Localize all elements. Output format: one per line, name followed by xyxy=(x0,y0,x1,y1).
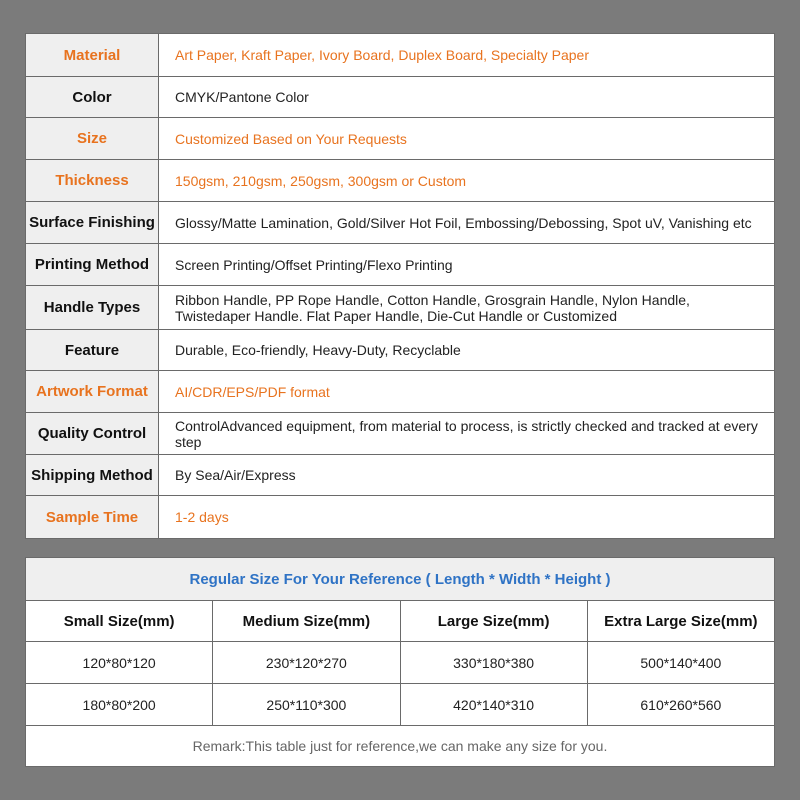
reference-remark: Remark:This table just for reference,we can make any size for you. xyxy=(26,726,775,767)
spec-key: Size xyxy=(26,118,159,160)
spec-row-feature xyxy=(26,330,775,371)
spec-key: Shipping Method xyxy=(26,455,159,496)
spec-value: Durable, Eco-friendly, Heavy-Duty, Recyclable xyxy=(159,330,775,371)
spec-row-quality-control xyxy=(26,413,775,455)
size-cell: 610*260*560 xyxy=(587,684,774,726)
spec-row-handle-types xyxy=(26,286,775,330)
spec-value: Ribbon Handle, PP Rope Handle, Cotton Handle, Grosgrain Handle, Nylon Handle, Twistedaper Handle. Flat Paper Handle, Die-Cut Handle or Customized xyxy=(159,286,775,330)
spec-row-artwork-format xyxy=(26,371,775,413)
spec-row-surface-finishing xyxy=(26,202,775,244)
spec-key: Quality Control xyxy=(26,413,159,455)
spec-key: Printing Method xyxy=(26,244,159,286)
spec-value: Customized Based on Your Requests xyxy=(159,118,775,160)
spec-value: AI/CDR/EPS/PDF format xyxy=(159,371,775,413)
spec-key: Sample Time xyxy=(26,496,159,539)
spec-key: Surface Finishing xyxy=(26,202,159,244)
spec-row-thickness xyxy=(26,160,775,202)
spec-value: Art Paper, Kraft Paper, Ivory Board, Duplex Board, Specialty Paper xyxy=(159,34,775,77)
spec-row-material xyxy=(26,34,775,77)
spec-row-printing-method xyxy=(26,244,775,286)
size-reference-table xyxy=(25,557,775,767)
spec-key: Color xyxy=(26,77,159,118)
spec-row-sample-time xyxy=(26,496,775,539)
spec-row-color xyxy=(26,77,775,118)
spec-row-size xyxy=(26,118,775,160)
spec-key: Feature xyxy=(26,330,159,371)
spec-key: Material xyxy=(26,34,159,77)
table-row xyxy=(26,642,775,684)
size-cell: 330*180*380 xyxy=(400,642,587,684)
spec-value: 1-2 days xyxy=(159,496,775,539)
header-large-size: Large Size(mm) xyxy=(400,601,587,642)
spec-value: By Sea/Air/Express xyxy=(159,455,775,496)
size-cell: 420*140*310 xyxy=(400,684,587,726)
size-cell: 180*80*200 xyxy=(26,684,213,726)
spec-key: Artwork Format xyxy=(26,371,159,413)
spec-row-shipping-method xyxy=(26,455,775,496)
spec-value: Screen Printing/Offset Printing/Flexo Printing xyxy=(159,244,775,286)
spec-value: CMYK/Pantone Color xyxy=(159,77,775,118)
spec-value: 150gsm, 210gsm, 250gsm, 300gsm or Custom xyxy=(159,160,775,202)
spec-table xyxy=(25,33,775,539)
size-cell: 230*120*270 xyxy=(213,642,400,684)
spec-key: Handle Types xyxy=(26,286,159,330)
spec-key: Thickness xyxy=(26,160,159,202)
size-cell: 250*110*300 xyxy=(213,684,400,726)
spec-value: ControlAdvanced equipment, from material to process, is strictly checked and tracked at every step xyxy=(159,413,775,455)
reference-title: Regular Size For Your Reference ( Length * Width * Height ) xyxy=(26,558,775,601)
spec-value: Glossy/Matte Lamination, Gold/Silver Hot Foil, Embossing/Debossing, Spot uV, Vanishing etc xyxy=(159,202,775,244)
header-extra-large-size: Extra Large Size(mm) xyxy=(587,601,774,642)
header-small-size: Small Size(mm) xyxy=(26,601,213,642)
header-medium-size: Medium Size(mm) xyxy=(213,601,400,642)
size-cell: 500*140*400 xyxy=(587,642,774,684)
size-cell: 120*80*120 xyxy=(26,642,213,684)
reference-header-row xyxy=(26,601,775,642)
table-row xyxy=(26,684,775,726)
